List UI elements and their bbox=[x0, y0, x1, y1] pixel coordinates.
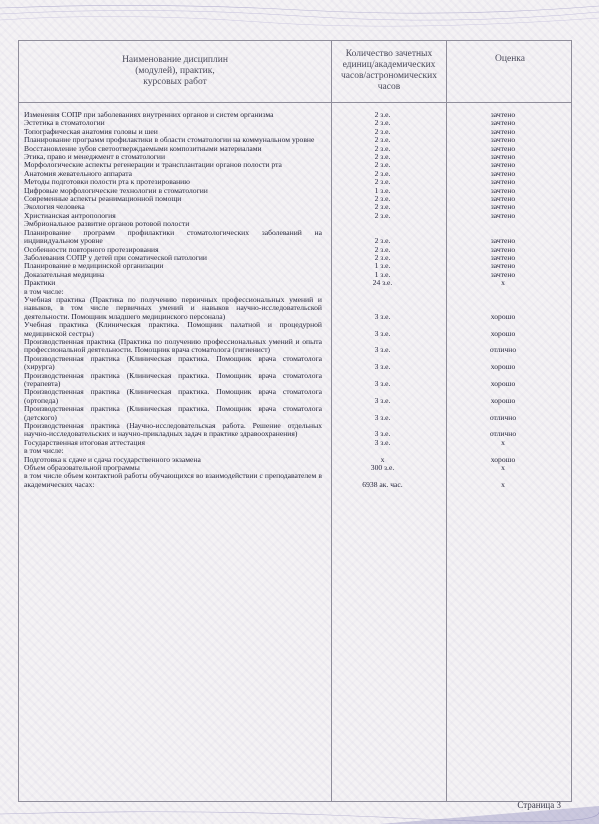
grade: зачтено bbox=[490, 210, 516, 220]
header-grade: Оценка bbox=[495, 54, 525, 64]
grade: хорошо bbox=[490, 395, 516, 405]
discipline-name: Методы подготовки полости рта к протезированию bbox=[24, 177, 190, 187]
discipline-name: Производственная практика (Клиническая практика. Помощник врача стоматолога (детского) bbox=[24, 404, 322, 422]
credit-units: х bbox=[380, 454, 385, 464]
discipline-name: Производственная практика (Клиническая практика. Помощник врача стоматолога (хирурга) bbox=[24, 353, 322, 372]
grade: хорошо bbox=[490, 328, 516, 338]
grade: зачтено bbox=[490, 202, 516, 212]
grade: х bbox=[501, 437, 505, 447]
table-row bbox=[19, 388, 573, 405]
discipline-name: Анатомия жевательного аппарата bbox=[24, 168, 132, 178]
header-credit-units: Количество зачетных единиц/академических часов/астрономических часов bbox=[341, 49, 437, 92]
grades-table bbox=[18, 40, 572, 802]
grade: зачтено bbox=[490, 160, 516, 170]
table-row bbox=[19, 405, 573, 422]
table-row bbox=[19, 279, 573, 287]
discipline-name: Производственная практика (Клиническая практика. Помощник врача стоматолога (терапевта) bbox=[24, 370, 322, 388]
credit-units: 2 з.е. bbox=[374, 194, 391, 204]
credit-units: 2 з.е. bbox=[374, 135, 391, 145]
grade: х bbox=[501, 278, 505, 288]
grade: зачтено bbox=[490, 143, 516, 153]
grade: отлично bbox=[489, 412, 517, 422]
grade: зачтено bbox=[490, 118, 516, 128]
credit-units: 2 з.е. bbox=[374, 110, 391, 119]
grade: х bbox=[501, 479, 505, 489]
discipline-name: Объем образовательной программы bbox=[24, 463, 140, 473]
grade: отлично bbox=[489, 429, 517, 439]
credit-units: 2 з.е. bbox=[374, 152, 391, 162]
table-row bbox=[19, 321, 573, 338]
discipline-name: Заболевания СОПР у детей при соматической патологии bbox=[24, 252, 207, 262]
discipline-name: Этика, право и менеджмент в стоматологии bbox=[24, 152, 166, 162]
discipline-name: Современные аспекты реанимационной помощи bbox=[24, 194, 182, 204]
credit-units: 2 з.е. bbox=[374, 177, 391, 187]
credit-units: 2 з.е. bbox=[374, 160, 391, 170]
grade: зачтено bbox=[490, 126, 516, 136]
table-row bbox=[19, 296, 573, 321]
table-row bbox=[19, 338, 573, 355]
discipline-name: в том числе: bbox=[24, 286, 64, 296]
credit-units: 2 з.е. bbox=[374, 118, 391, 128]
discipline-name: Доказательная медицина bbox=[24, 269, 105, 279]
credit-units: 300 з.е. bbox=[370, 463, 395, 473]
discipline-name: Экология человека bbox=[24, 202, 85, 212]
credit-units: 3 з.е. bbox=[374, 429, 391, 439]
guilloche-bottom-border bbox=[0, 784, 599, 824]
discipline-name: Производственная практика (Клиническая практика. Помощник врача стоматолога (ортопеда) bbox=[24, 387, 322, 405]
credit-units: 2 з.е. bbox=[374, 244, 391, 254]
discipline-name: Цифровые морфологические технологии в стоматологии bbox=[24, 185, 208, 195]
discipline-name: Восстановление зубов светоотверждаемыми композитными материалами bbox=[24, 143, 262, 153]
discipline-name: Христианская антропология bbox=[24, 210, 116, 220]
discipline-name: Эстетика в стоматологии bbox=[24, 118, 105, 128]
table-row bbox=[19, 422, 573, 439]
credit-units: 6938 ак. час. bbox=[362, 479, 403, 489]
discipline-name: Планирование программ профилактики в области стоматологии на коммунальном уровне bbox=[24, 135, 315, 145]
grade: зачтено bbox=[490, 194, 516, 204]
discipline-name: Производственная практика (Научно-исследовательская работа. Решение отдельных научно-исследовательских и научно-прикладных задач в практике здравоохранения) bbox=[24, 421, 322, 439]
credit-units: 3 з.е. bbox=[374, 437, 391, 447]
table-row bbox=[19, 229, 573, 246]
discipline-name: Подготовка к сдаче и сдача государственного экзамена bbox=[24, 454, 201, 464]
discipline-name: Государственная итоговая аттестация bbox=[24, 437, 146, 447]
credit-units: 3 з.е. bbox=[374, 328, 391, 338]
credit-units: 3 з.е. bbox=[374, 412, 391, 422]
discipline-name: Эмбриональное развитие органов ротовой полости bbox=[24, 219, 190, 229]
grade: зачтено bbox=[490, 185, 516, 195]
credit-units: 2 з.е. bbox=[374, 143, 391, 153]
discipline-name: Практики bbox=[24, 278, 56, 288]
table-body bbox=[19, 111, 573, 489]
grade: зачтено bbox=[490, 236, 516, 246]
credit-units: 2 з.е. bbox=[374, 236, 391, 246]
credit-units: 2 з.е. bbox=[374, 202, 391, 212]
table-row bbox=[19, 195, 573, 203]
discipline-name: Топографическая анатомия головы и шеи bbox=[24, 126, 158, 136]
grade: хорошо bbox=[490, 362, 516, 372]
table-row bbox=[19, 472, 573, 489]
grade: зачтено bbox=[490, 252, 516, 262]
credit-units: 1 з.е. bbox=[374, 185, 391, 195]
credit-units: 3 з.е. bbox=[374, 379, 391, 388]
grade: зачтено bbox=[490, 168, 516, 178]
credit-units: 3 з.е. bbox=[374, 345, 391, 355]
grade: зачтено bbox=[490, 135, 516, 145]
discipline-name: в том числе: bbox=[24, 446, 64, 456]
discipline-name: Планирование в медицинской организации bbox=[24, 261, 164, 271]
grade: зачтено bbox=[490, 152, 516, 162]
page-number: Страница 3 bbox=[517, 800, 561, 810]
discipline-name: Изменения СОПР при заболеваниях внутренних органов и систем организма bbox=[24, 110, 274, 119]
table-row bbox=[19, 355, 573, 372]
discipline-name: в том числе объем контактной работы обучающихся во взаимодействии с преподавателем в академических часах: bbox=[24, 471, 322, 489]
credit-units: 2 з.е. bbox=[374, 168, 391, 178]
grade: хорошо bbox=[490, 311, 516, 321]
grade: зачтено bbox=[490, 269, 516, 279]
credit-units: 1 з.е. bbox=[374, 269, 391, 279]
discipline-name: Учебная практика (Клиническая практика. Помощник палатной и процедурной медицинской сестры) bbox=[24, 320, 322, 338]
credit-units: 24 з.е. bbox=[372, 278, 393, 288]
discipline-name: Морфологические аспекты регенерации и трансплантации органов полости рта bbox=[24, 160, 282, 170]
grade: зачтено bbox=[490, 177, 516, 187]
grade: хорошо bbox=[490, 454, 516, 464]
grade: отлично bbox=[489, 345, 517, 355]
grade: зачтено bbox=[490, 244, 516, 254]
grade: х bbox=[501, 463, 505, 473]
grade: зачтено bbox=[490, 261, 516, 271]
table-row bbox=[19, 271, 573, 279]
credit-units: 2 з.е. bbox=[374, 210, 391, 220]
credit-units: 3 з.е. bbox=[374, 362, 391, 372]
table-row bbox=[19, 372, 573, 389]
credit-units: 3 з.е. bbox=[374, 311, 391, 321]
credit-units: 1 з.е. bbox=[374, 261, 391, 271]
discipline-name: Особенности повторного протезирования bbox=[24, 244, 159, 254]
grade: хорошо bbox=[490, 379, 516, 388]
discipline-name: Учебная практика (Практика по получению первичных профессиональных умений и навыков, в том числе первичных умений и навыков научно-исследовательской деятельности. Помощник младшего медицинского персонала) bbox=[24, 294, 322, 321]
grade: зачтено bbox=[490, 110, 516, 119]
table-row bbox=[19, 439, 573, 447]
credit-units: 2 з.е. bbox=[374, 252, 391, 262]
credit-units: 3 з.е. bbox=[374, 395, 391, 405]
header-discipline-name: Наименование дисциплин (модулей), практик, курсовых работ bbox=[122, 54, 228, 87]
discipline-name: Планирование программ профилактики стоматологических заболеваний на индивидуальном уровне bbox=[24, 227, 322, 246]
discipline-name: Производственная практика (Практика по получению профессиональных умений и опыта профессиональной деятельности. Помощник врача стоматолога (гигиенист) bbox=[24, 336, 322, 355]
credit-units: 2 з.е. bbox=[374, 126, 391, 136]
